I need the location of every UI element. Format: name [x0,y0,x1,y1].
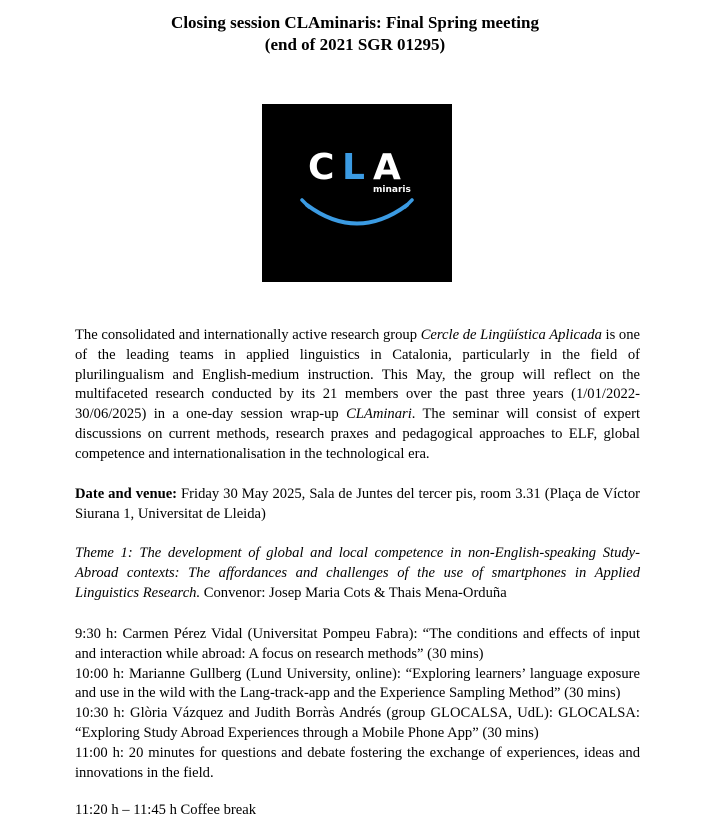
intro-text-part3: . The seminar will consist of expert discussions on current methods, research praxes and pedagogical approaches to ELF, global competence and internationalisation in the technological era. [75,406,640,462]
theme-convenor: Convenor: Josep Maria Cots & Thais Mena-Orduña [200,584,507,601]
session-name: CLAminari [346,406,412,423]
intro-text-part2: is one of the leading teams in applied linguistics in Catalonia, particularly in the field of plurilingualism and English-medium instruction. This May, the group will reflect on the multifaceted research conducted by its 21 members over the past three years (1/01/2022-30/06/2025) in a one-day session wrap-up [75,327,641,423]
logo-letter-c: C [308,147,335,188]
theme-title: Theme 1: The development of global and local competence in non-English-speaking Study-Abroad contexts: The affordances and challenges of the use of smartphones in Applied Linguistics Research. [75,545,640,601]
intro-paragraph [75,326,640,465]
logo-subtitle: minaris [373,185,411,195]
schedule-item: 10:00 h: Marianne Gullberg (Lund University, online): “Exploring learners’ language exposure and use in the wild with the Lang-track-app and the Experience Sampling Method” (30 mins) [75,665,640,702]
page-title [0,12,710,56]
intro-text-part1: The consolidated and internationally active research group [75,327,421,343]
schedule-item: 10:30 h: Glòria Vázquez and Judith Borràs Andrés (group GLOCALSA, UdL): GLOCALSA: “Exploring Study Abroad Experiences through a Mobile Phone App” (30 mins) [75,705,640,741]
title-line-1: Closing session CLAminaris: Final Spring meeting [171,13,539,32]
logo-letter-a: A [373,147,401,188]
smile-icon [307,205,407,224]
schedule-item: 9:30 h: Carmen Pérez Vidal (Universitat Pompeu Fabra): “The conditions and effects of input and interaction while abroad: A focus on research methods” (30 mins) [75,626,640,662]
smile-left-cap-icon [302,200,309,207]
theme-paragraph [75,544,640,603]
coffee-break: 11:20 h – 11:45 h Coffee break [75,802,257,818]
smile-right-cap-icon [405,200,412,207]
claminaris-logo [262,104,452,282]
title-line-2: (end of 2021 SGR 01295) [264,35,446,54]
group-name: Cercle de Lingüística Aplicada [420,327,602,343]
logo-graphic [262,104,452,282]
schedule-list [75,625,640,783]
logo-letter-l: L [342,147,365,188]
venue-paragraph [75,485,640,525]
schedule-item: 11:00 h: 20 minutes for questions and debate fostering the exchange of experiences, ideas and innovations in the field. [75,744,640,781]
venue-label: Date and venue: [75,486,178,502]
venue-text: Friday 30 May 2025, Sala de Juntes del tercer pis, room 3.31 (Plaça de Víctor Siurana 1, Universitat de Lleida) [75,486,640,522]
